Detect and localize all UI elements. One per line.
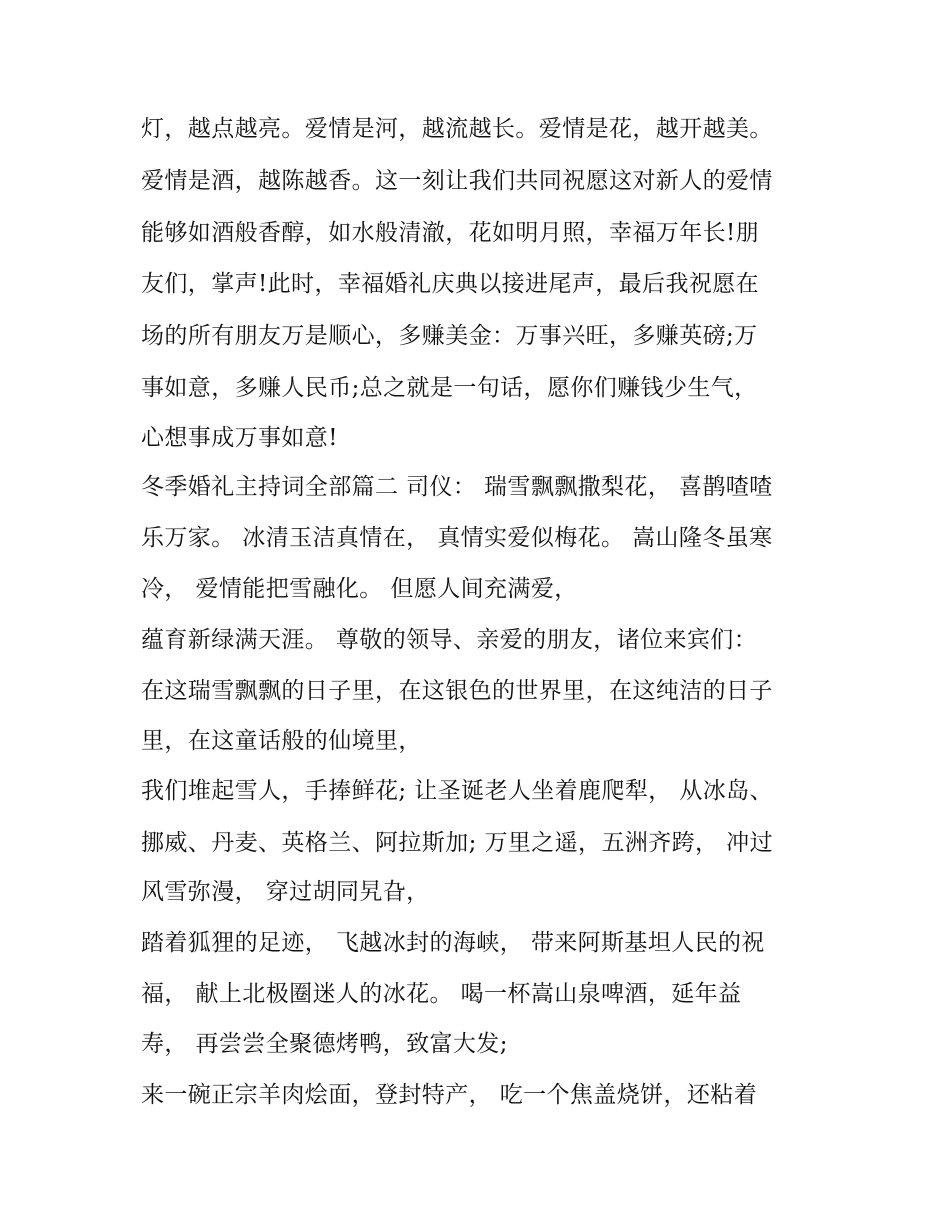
text-line: 友们，掌声!此时，幸福婚礼庆典以接进尾声，最后我祝愿在 bbox=[141, 271, 760, 297]
text-line: 我们堆起雪人，手捧鲜花; 让圣诞老人坐着鹿爬犁， 从冰岛、 bbox=[141, 778, 773, 804]
section-heading-line: 冬季婚礼主持词全部篇二 司仪： 瑞雪飘飘撒梨花， 喜鹊喳喳 bbox=[141, 474, 773, 500]
text-line: 冷， 爱情能把雪融化。 但愿人间充满爱， bbox=[141, 576, 578, 602]
text-line: 爱情是酒，越陈越香。这一刻让我们共同祝愿这对新人的爱情 bbox=[141, 168, 773, 194]
text-line: 里，在这童话般的仙境里， bbox=[141, 728, 422, 754]
text-line: 蕴育新绿满天涯。 尊敬的领导、亲爱的朋友，诸位来宾们： bbox=[141, 627, 758, 653]
text-line: 灯，越点越亮。爱情是河，越流越长。爱情是花，越开越美。 bbox=[141, 116, 773, 142]
text-line: 事如意，多赚人民币;总之就是一句话，愿你们赚钱少生气， bbox=[141, 375, 758, 401]
text-line: 能够如酒般香醇，如水般清澈，花如明月照，幸福万年长!朋 bbox=[141, 220, 760, 246]
text-line: 在这瑞雪飘飘的日子里，在这银色的世界里，在这纯洁的日子 bbox=[141, 678, 773, 704]
text-line: 寿， 再尝尝全聚德烤鸭，致富大发; bbox=[141, 1031, 508, 1057]
text-line: 挪威、丹麦、英格兰、阿拉斯加; 万里之遥，五洲齐跨， 冲过 bbox=[141, 830, 773, 856]
text-line: 踏着狐狸的足迹， 飞越冰封的海峡， 带来阿斯基坦人民的祝 bbox=[141, 930, 765, 956]
text-line: 乐万家。 冰清玉洁真情在， 真情实爱似梅花。 嵩山隆冬虽寒 bbox=[141, 525, 773, 551]
text-line: 场的所有朋友万是顺心，多赚美金：万事兴旺，多赚英磅;万 bbox=[141, 323, 758, 349]
text-line: 福， 献上北极圈迷人的冰花。 喝一杯嵩山泉啤酒，延年益 bbox=[141, 981, 742, 1007]
text-line: 心想事成万事如意! bbox=[141, 425, 338, 451]
text-line: 风雪弥漫， 穿过胡同旯旮， bbox=[141, 879, 430, 905]
text-line: 来一碗正宗羊肉烩面，登封特产， 吃一个焦盖烧饼，还粘着 bbox=[141, 1082, 758, 1108]
